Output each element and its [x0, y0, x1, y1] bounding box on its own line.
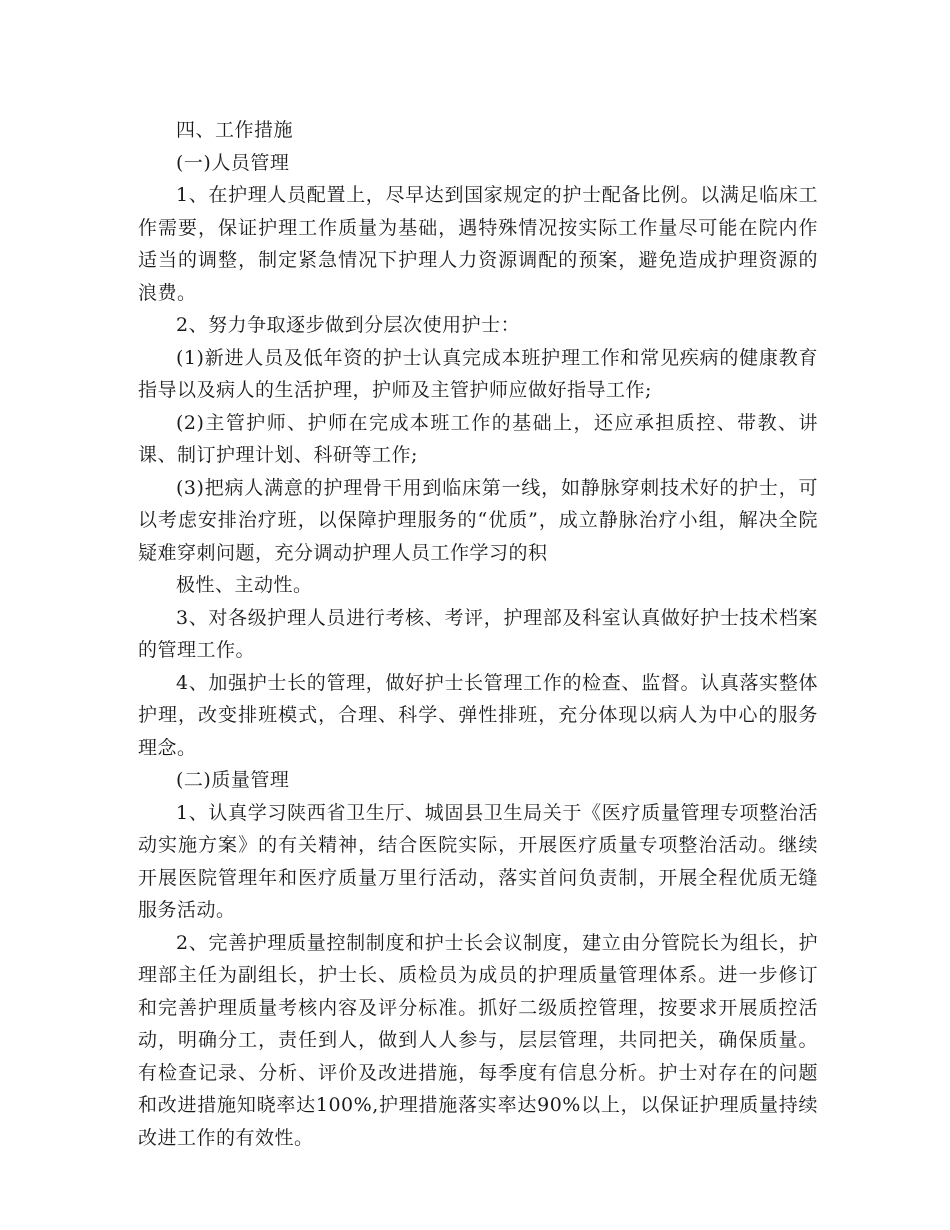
- subsection-heading: (二)质量管理: [176, 769, 290, 791]
- paragraph: (3)把病人满意的护理骨干用到临床第一线，如静脉穿刺技术好的护士，可以考虑安排治疗班，以保障护理服务的“优质”，成立静脉治疗小组，解决全院疑难穿刺问题，充分调动护理人员工作学习的积: [138, 476, 818, 564]
- paragraph: 2、完善护理质量控制制度和护士长会议制度，建立由分管院长为组长，护理部主任为副组长，护士长、质检员为成员的护理质量管理体系。进一步修订和完善护理质量考核内容及评分标准。抓好二级质控管理，按要求开展质控活动，明确分工，责任到人，做到人人参与，层层管理，共同把关，确保质量。有检查记录、分析、评价及改进措施，每季度有信息分析。护士对存在的问题和改进措施知晓率达100%,护理措施落实率达90%以上，以保证护理质量持续改进工作的有效性。: [138, 931, 818, 1149]
- paragraph: 1、认真学习陕西省卫生厅、城固县卫生局关于《医疗质量管理专项整治活动实施方案》的有关精神，结合医院实际，开展医疗质量专项整治活动。继续开展医院管理年和医疗质量万里行活动，落实首问负责制，开展全程优质无缝服务活动。: [138, 801, 818, 921]
- paragraph: (2)主管护师、护师在完成本班工作的基础上，还应承担质控、带教、讲课、制订护理计划、科研等工作;: [138, 411, 818, 466]
- subsection-heading: (一)人员管理: [176, 151, 290, 174]
- paragraph: (1)新进人员及低年资的护士认真完成本班护理工作和常见疾病的健康教育指导以及病人的生活护理，护师及主管护师应做好指导工作;: [138, 346, 818, 401]
- section-heading: 四、工作措施: [176, 119, 294, 141]
- paragraph: 3、对各级护理人员进行考核、考评，护理部及科室认真做好护士技术档案的管理工作。: [138, 606, 818, 661]
- paragraph: 1、在护理人员配置上，尽早达到国家规定的护士配备比例。以满足临床工作需要，保证护理工作质量为基础，遇特殊情况按实际工作量尽可能在院内作适当的调整，制定紧急情况下护理人力资源调配的预案，避免造成护理资源的浪费。: [138, 184, 818, 304]
- paragraph: 4、加强护士长的管理，做好护士长管理工作的检查、监督。认真落实整体护理，改变排班模式，合理、科学、弹性排班，充分体现以病人为中心的服务理念。: [138, 671, 818, 759]
- document-body: [138, 114, 818, 1154]
- paragraph: 2、努力争取逐步做到分层次使用护士：: [176, 314, 521, 336]
- paragraph: 极性、主动性。: [176, 574, 313, 596]
